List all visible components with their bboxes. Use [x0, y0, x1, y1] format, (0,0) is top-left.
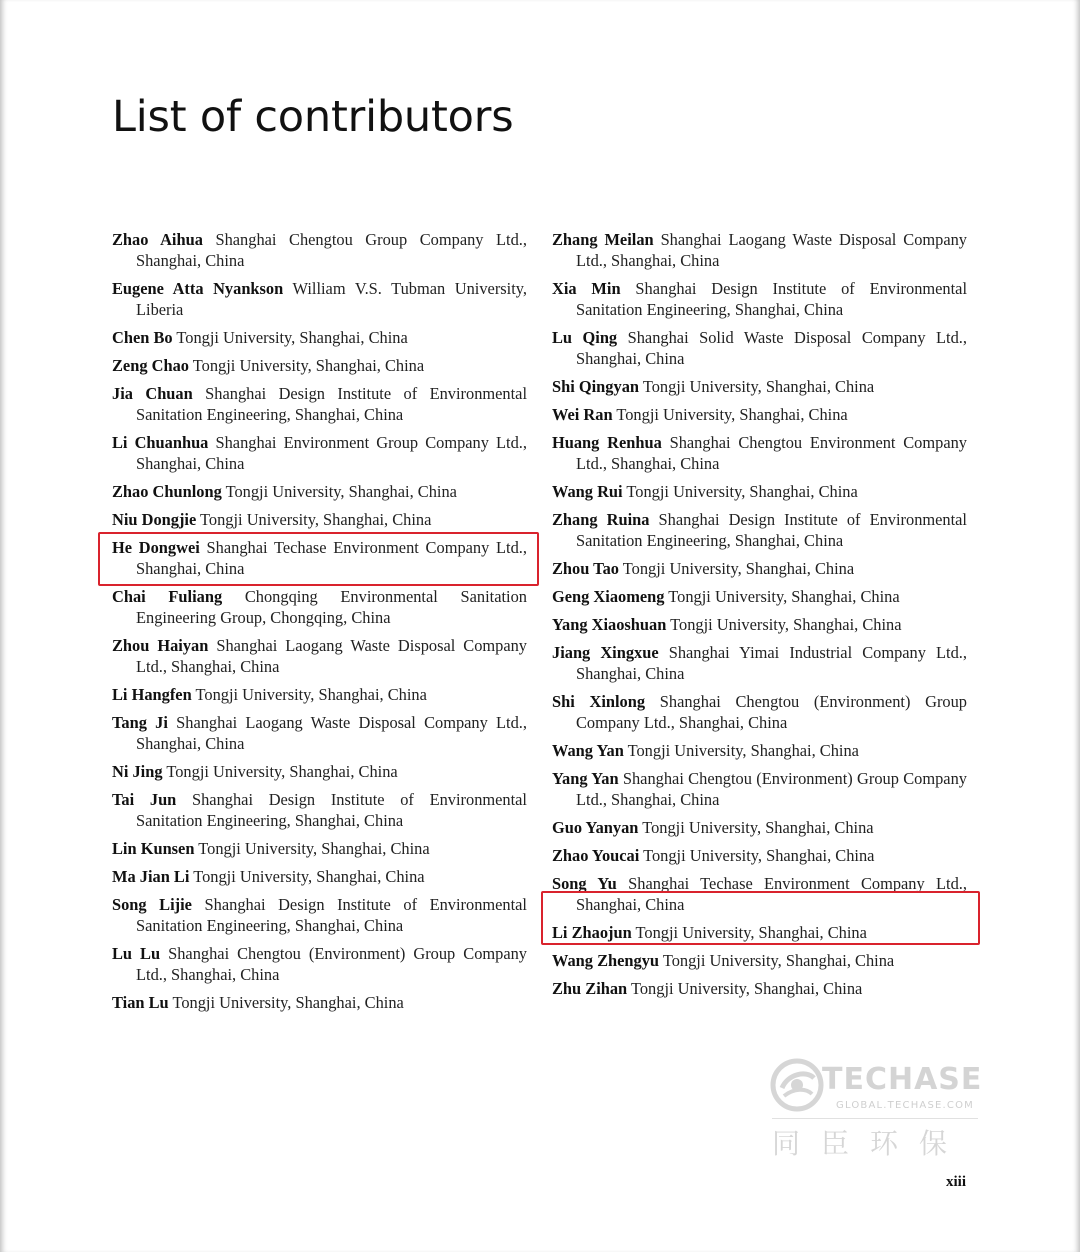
contributor-affiliation: Shanghai Techase Environment Company Ltd., Shanghai, China [576, 874, 967, 914]
contributor-name: Zhu Zihan [552, 979, 628, 998]
contributor-name: Ni Jing [112, 762, 163, 781]
contributor-entry [112, 712, 527, 754]
contributor-affiliation: Tongji University, Shanghai, China [631, 979, 863, 998]
contributor-affiliation: Shanghai Design Institute of Environmental Sanitation Engineering, Shanghai, China [576, 510, 967, 550]
contributor-affiliation: Tongji University, Shanghai, China [172, 993, 404, 1012]
contributor-entry [552, 404, 967, 425]
contributor-affiliation: Shanghai Design Institute of Environmental Sanitation Engineering, Shanghai, China [136, 790, 527, 830]
contributor-name: Jia Chuan [112, 384, 193, 403]
contributor-affiliation: Chongqing Environmental Sanitation Engineering Group, Chongqing, China [136, 587, 527, 627]
page-number: xiii [946, 1174, 967, 1190]
watermark-url: GLOBAL.TECHASE.COM [836, 1100, 974, 1111]
contributor-name: Song Yu [552, 874, 617, 893]
contributor-name: Tian Lu [112, 993, 169, 1012]
contributor-affiliation: Shanghai Environment Group Company Ltd., Shanghai, China [136, 433, 527, 473]
contributor-affiliation: Tongji University, Shanghai, China [643, 846, 875, 865]
contributor-affiliation: Tongji University, Shanghai, China [225, 482, 457, 501]
contributor-affiliation: Shanghai Yimai Industrial Company Ltd., Shanghai, China [576, 643, 967, 683]
contributor-name: Zhou Haiyan [112, 636, 209, 655]
contributor-affiliation: Tongji University, Shanghai, China [670, 615, 902, 634]
contributor-entry [552, 691, 967, 733]
contributor-entry [552, 768, 967, 810]
contributor-name: Niu Dongjie [112, 510, 197, 529]
contributor-entry [112, 327, 527, 348]
contributor-affiliation: Tongji University, Shanghai, China [662, 951, 895, 970]
contributor-name: Zhao Aihua [112, 230, 203, 249]
contributor-entry [112, 943, 527, 985]
contributor-affiliation: Tongji University, Shanghai, China [622, 559, 855, 578]
contributor-entry [112, 838, 527, 859]
techase-logo-icon [770, 1058, 826, 1114]
contributor-name: Chen Bo [112, 328, 173, 347]
contributor-name: Wei Ran [552, 405, 613, 424]
contributor-name: Li Zhaojun [552, 923, 632, 942]
contributor-entry [112, 761, 527, 782]
contributor-name: Li Hangfen [112, 685, 192, 704]
contributor-entry [552, 481, 967, 502]
techase-watermark [770, 1058, 983, 1160]
contributors-left-column [112, 229, 527, 1020]
contributor-entry [112, 635, 527, 677]
contributor-name: Wang Yan [552, 741, 624, 760]
contributor-name: Geng Xiaomeng [552, 587, 665, 606]
highlight-box-song-yu [541, 891, 980, 945]
contributor-name: Huang Renhua [552, 433, 662, 452]
contributor-affiliation: Shanghai Chengtou Environment Company Ltd., Shanghai, China [576, 433, 967, 473]
contributor-entry [552, 229, 967, 271]
contributor-affiliation: Shanghai Chengtou (Environment) Group Company Ltd., Shanghai, China [576, 769, 967, 809]
contributor-name: Chai Fuliang [112, 587, 223, 606]
highlight-box-he-dongwei [98, 532, 539, 586]
contributor-entry [552, 845, 967, 866]
contributor-affiliation: Shanghai Solid Waste Disposal Company Ltd., Shanghai, China [576, 328, 967, 368]
contributors-right-column [552, 229, 967, 1006]
contributor-entry [112, 278, 527, 320]
contributor-entry [552, 376, 967, 397]
contributor-affiliation: Shanghai Techase Environment Company Ltd., Shanghai, China [136, 538, 527, 578]
contributor-affiliation: Tongji University, Shanghai, China [642, 377, 875, 396]
contributor-affiliation: William V.S. Tubman University, Liberia [136, 279, 528, 319]
contributor-entry [552, 432, 967, 474]
contributor-name: Li Chuanhua [112, 433, 209, 452]
contributor-name: Zhang Ruina [552, 510, 650, 529]
contributor-name: Eugene Atta Nyankson [112, 279, 284, 298]
contributor-name: Jiang Xingxue [552, 643, 659, 662]
watermark-brand: TECHASE [822, 1062, 983, 1097]
contributor-affiliation: Shanghai Laogang Waste Disposal Company Ltd., Shanghai, China [136, 636, 528, 676]
contributor-affiliation: Shanghai Laogang Waste Disposal Company Ltd., Shanghai, China [576, 230, 967, 270]
contributor-name: Xia Min [552, 279, 621, 298]
contributor-name: Song Lijie [112, 895, 192, 914]
contributor-entry [552, 278, 967, 320]
contributor-name: Zhao Youcai [552, 846, 640, 865]
contributor-entry [552, 642, 967, 684]
contributor-entry [552, 558, 967, 579]
contributor-entry [552, 740, 967, 761]
contributor-name: Yang Yan [552, 769, 619, 788]
contributor-name: Zhao Chunlong [112, 482, 222, 501]
contributor-name: Lu Qing [552, 328, 618, 347]
contributor-affiliation: Shanghai Chengtou (Environment) Group Company Ltd., Shanghai, China [576, 692, 967, 732]
contributor-affiliation: Shanghai Design Institute of Environmental Sanitation Engineering, Shanghai, China [136, 384, 528, 424]
contributor-affiliation: Tongji University, Shanghai, China [635, 923, 867, 942]
contributor-entry [112, 481, 527, 502]
page-title: List of contributors [112, 92, 514, 142]
contributor-name: He Dongwei [112, 538, 200, 557]
contributor-name: Tang Ji [112, 713, 168, 732]
contributor-entry [552, 817, 967, 838]
contributor-name: Yang Xiaoshuan [552, 615, 667, 634]
contributor-entry [552, 509, 967, 551]
contributor-name: Shi Xinlong [552, 692, 646, 711]
contributor-entry [112, 355, 527, 376]
contributor-name: Wang Rui [552, 482, 623, 501]
contributor-entry [112, 383, 527, 425]
contributor-affiliation: Tongji University, Shanghai, China [166, 762, 398, 781]
contributor-entry [552, 327, 967, 369]
contributor-entry [552, 978, 967, 999]
contributor-name: Tai Jun [112, 790, 177, 809]
contributor-name: Zhou Tao [552, 559, 619, 578]
contributor-affiliation: Tongji University, Shanghai, China [200, 510, 432, 529]
contributor-name: Zeng Chao [112, 356, 189, 375]
contributor-affiliation: Tongji University, Shanghai, China [198, 839, 430, 858]
contributor-name: Lu Lu [112, 944, 161, 963]
contributor-name: Lin Kunsen [112, 839, 195, 858]
contributor-entry [552, 586, 967, 607]
contributor-entry [112, 866, 527, 887]
contributor-affiliation: Tongji University, Shanghai, China [626, 482, 858, 501]
contributor-entry [112, 509, 527, 530]
contributor-entry [112, 789, 527, 831]
contributor-affiliation: Tongji University, Shanghai, China [668, 587, 900, 606]
contributor-affiliation: Shanghai Chengtou Group Company Ltd., Shanghai, China [136, 230, 527, 270]
contributor-affiliation: Tongji University, Shanghai, China [193, 867, 425, 886]
contributor-affiliation: Shanghai Laogang Waste Disposal Company Ltd., Shanghai, China [136, 713, 527, 753]
contributor-entry [112, 992, 527, 1013]
contributor-affiliation: Shanghai Design Institute of Environmental Sanitation Engineering, Shanghai, China [136, 895, 527, 935]
contributor-affiliation: Shanghai Design Institute of Environmental Sanitation Engineering, Shanghai, China [576, 279, 967, 319]
contributor-entry [552, 950, 967, 971]
contributor-name: Wang Zhengyu [552, 951, 660, 970]
contributor-affiliation: Tongji University, Shanghai, China [642, 818, 874, 837]
contributor-affiliation: Tongji University, Shanghai, China [627, 741, 859, 760]
watermark-chinese-name: 同臣环保 [772, 1127, 969, 1160]
contributor-affiliation: Tongji University, Shanghai, China [616, 405, 848, 424]
contributor-name: Shi Qingyan [552, 377, 640, 396]
contributor-affiliation: Tongji University, Shanghai, China [195, 685, 427, 704]
watermark-divider [772, 1118, 978, 1119]
contributor-affiliation: Tongji University, Shanghai, China [176, 328, 408, 347]
contributor-affiliation: Shanghai Chengtou (Environment) Group Company Ltd., Shanghai, China [136, 944, 527, 984]
contributor-name: Ma Jian Li [112, 867, 190, 886]
contributor-name: Zhang Meilan [552, 230, 654, 249]
contributor-entry [112, 229, 527, 271]
contributor-affiliation: Tongji University, Shanghai, China [192, 356, 425, 375]
contributor-entry [112, 432, 527, 474]
contributor-entry [112, 894, 527, 936]
contributor-entry [112, 586, 527, 628]
contributor-entry [112, 684, 527, 705]
contributor-entry [552, 614, 967, 635]
contributor-name: Guo Yanyan [552, 818, 639, 837]
